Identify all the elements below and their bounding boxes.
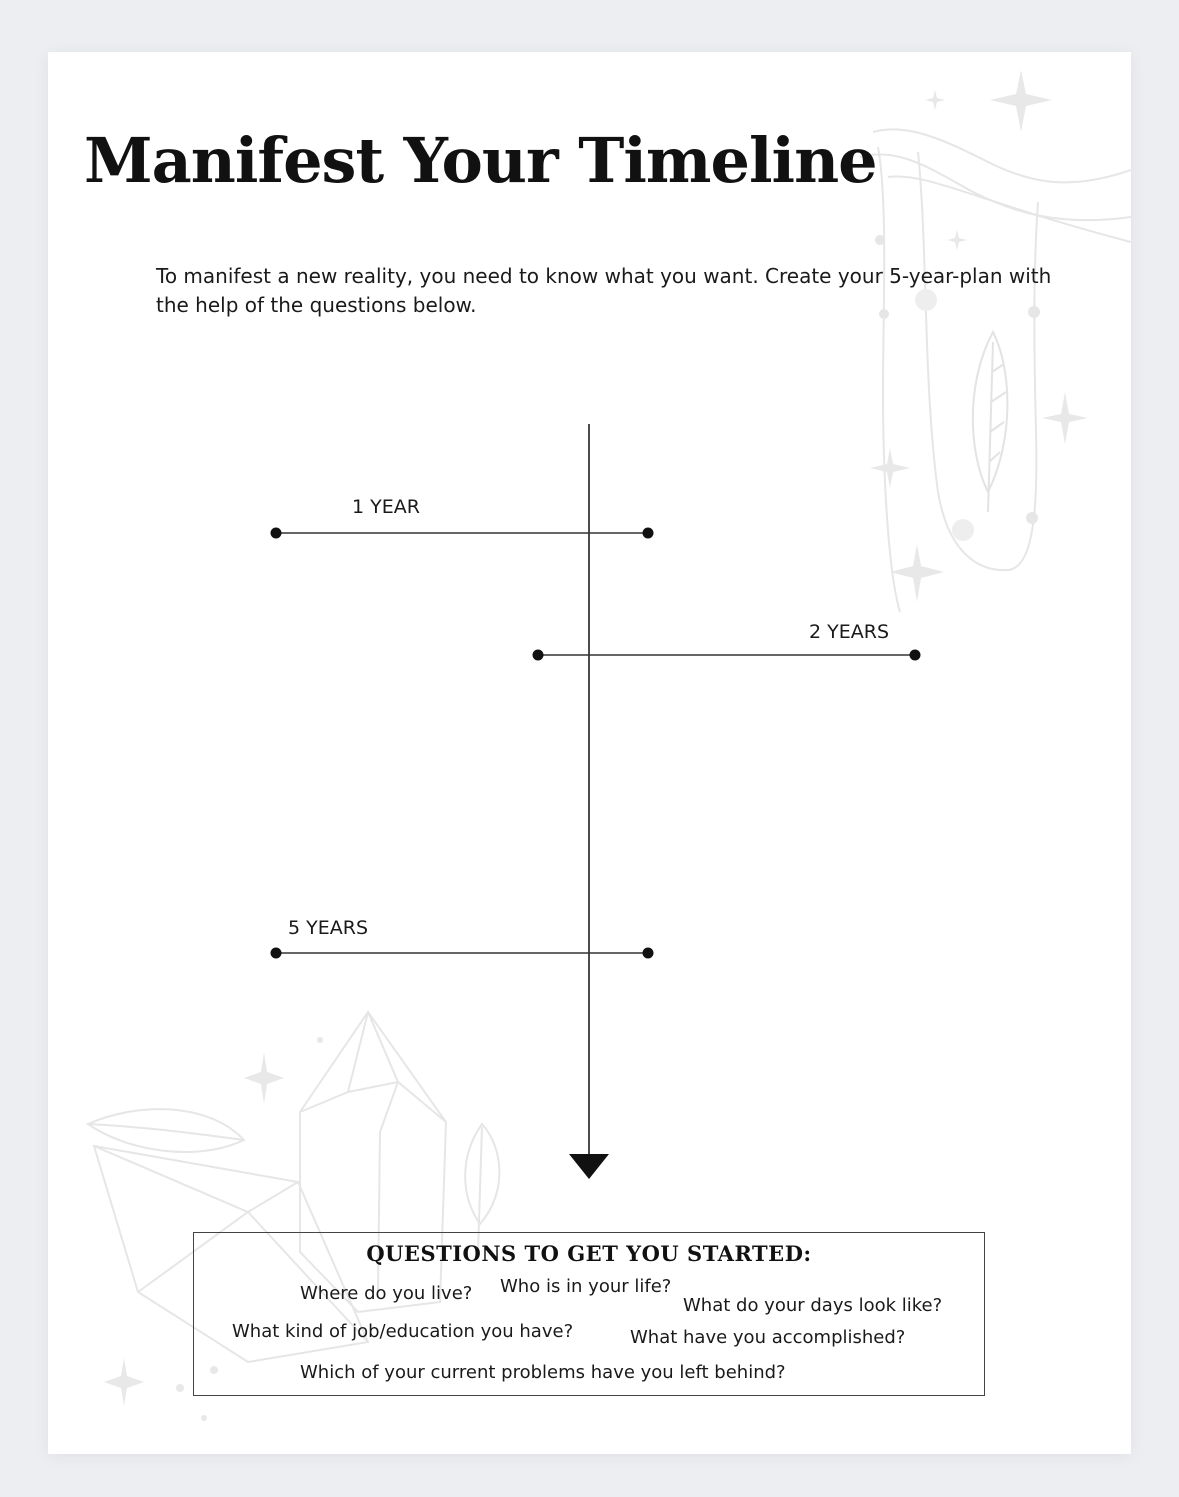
timeline-label-5-years: 5 YEARS: [288, 917, 368, 939]
questions-heading: QUESTIONS TO GET YOU STARTED:: [366, 1241, 812, 1266]
questions-box: [193, 1232, 985, 1396]
timeline-endpoint: [533, 650, 544, 661]
timeline-endpoint: [643, 528, 654, 539]
timeline-endpoint: [643, 948, 654, 959]
intro-text: To manifest a new reality, you need to know what you want. Create your 5-year-plan with the help of the questions below.: [156, 264, 1052, 317]
question-item: Who is in your life?: [500, 1276, 672, 1297]
timeline-endpoint: [910, 650, 921, 661]
timeline-label-1-year: 1 YEAR: [352, 496, 420, 518]
question-item: What kind of job/education you have?: [232, 1321, 574, 1342]
question-item: What do your days look like?: [683, 1295, 943, 1316]
question-item: What have you accomplished?: [630, 1327, 906, 1348]
timeline-marker-5-years: [271, 948, 654, 959]
timeline-label-2-years: 2 YEARS: [809, 621, 889, 643]
page-title: Manifest Your Timeline: [84, 124, 877, 197]
timeline-endpoint: [271, 948, 282, 959]
question-item: Where do you live?: [300, 1283, 473, 1304]
timeline-marker-1-year: [271, 528, 654, 539]
timeline-endpoint: [271, 528, 282, 539]
timeline-marker-2-years: [533, 650, 921, 661]
timeline-arrowhead: [569, 1154, 609, 1179]
question-item: Which of your current problems have you left behind?: [300, 1362, 786, 1383]
worksheet-page: [48, 52, 1131, 1454]
